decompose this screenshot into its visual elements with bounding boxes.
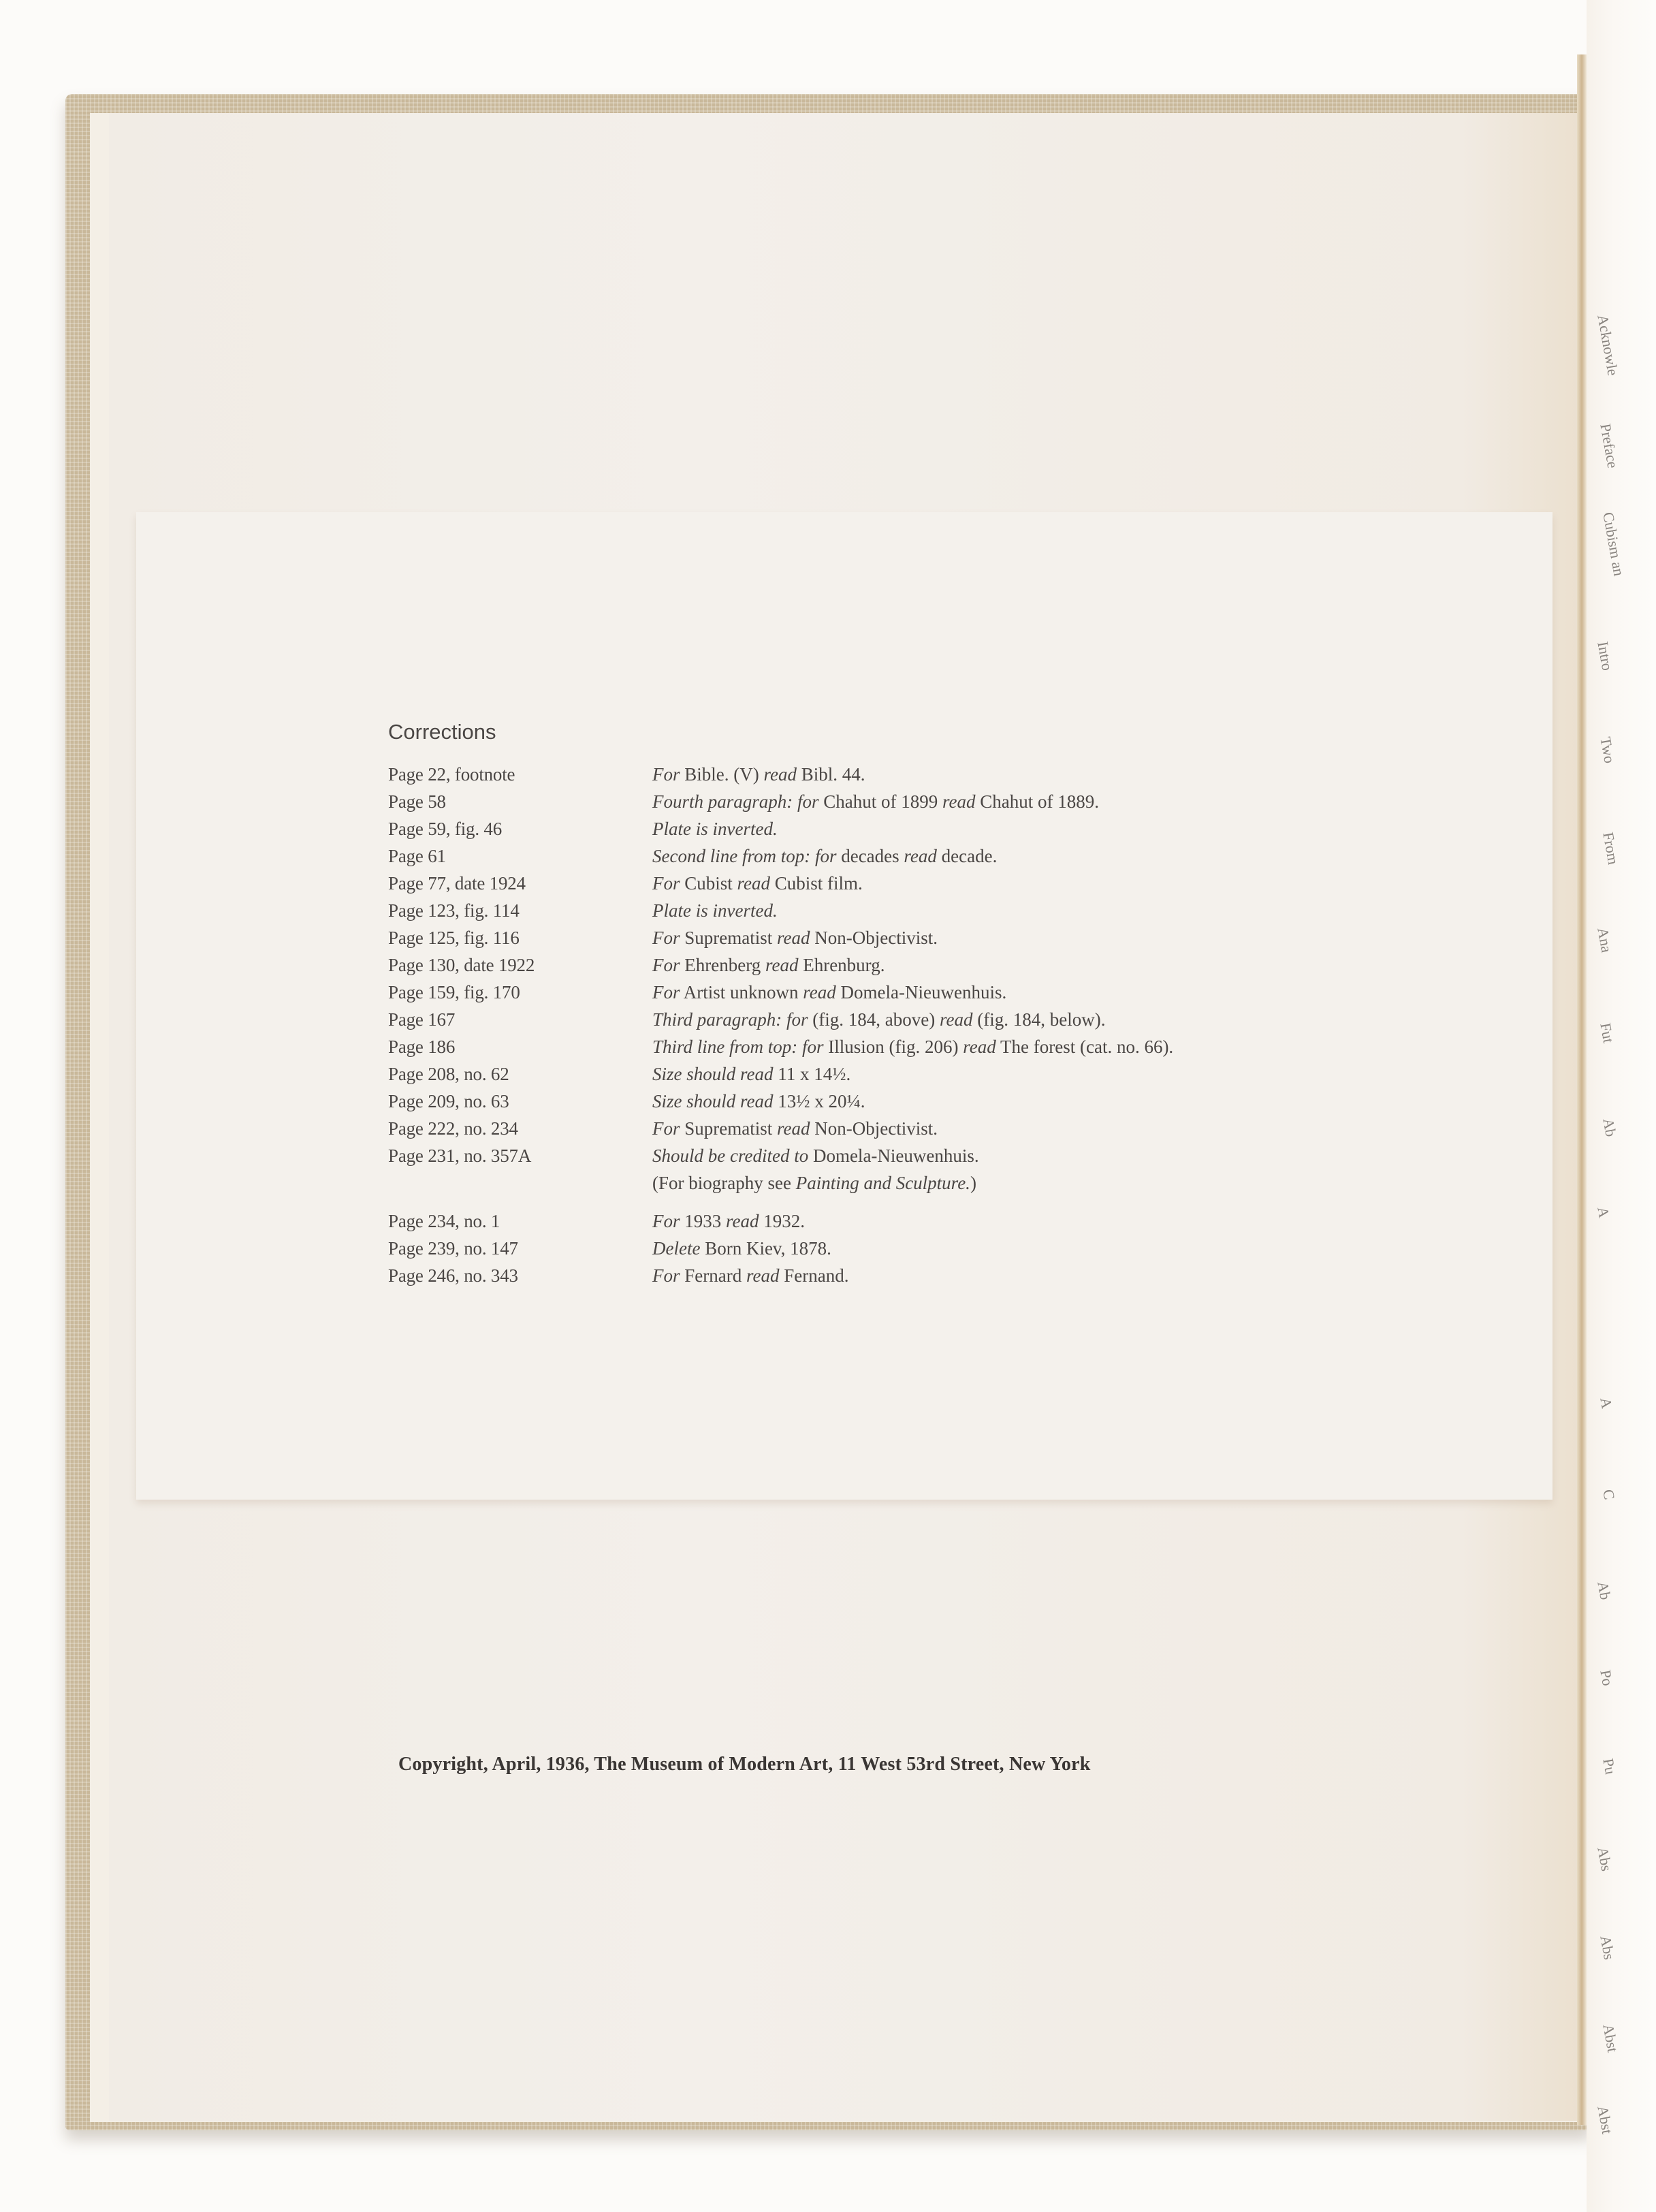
facing-contents-page [1587,0,1656,2212]
correction-text: For Ehrenberg read Ehrenburg. [652,955,885,975]
page-reference: Page 186 [388,1037,456,1057]
page-reference: Page 123, fig. 114 [388,900,520,921]
correction-text: Delete Born Kiev, 1878. [652,1238,831,1259]
contents-entry-fragment: Intro [1594,640,1617,672]
contents-entry-fragment: A [1594,1205,1613,1219]
page-reference: Page 159, fig. 170 [388,982,520,1002]
page-reference: Page 130, date 1922 [388,955,535,975]
page-reference: Page 125, fig. 116 [388,928,520,948]
page-reference: Page 58 [388,791,446,812]
page-reference: Page 61 [388,846,446,866]
copyright-line: Copyright, April, 1936, The Museum of Modern Art, 11 West 53rd Street, New York [398,1754,1091,1775]
correction-text: Second line from top: for decades read decade. [652,846,998,866]
page-reference: Page 167 [388,1009,456,1030]
page-reference: Page 59, fig. 46 [388,819,503,839]
contents-entry-fragment: Ab [1594,1580,1614,1601]
contents-entry-fragment: Preface [1597,422,1622,470]
contents-entry-fragment: A [1597,1396,1616,1410]
book-gutter [1577,54,1587,2125]
correction-text: Third paragraph: for (fig. 184, above) read (fig. 184, below). [652,1009,1106,1030]
contents-entry-fragment: Ab [1599,1117,1620,1138]
contents-entry-fragment: From [1599,831,1623,866]
correction-text: Plate is inverted. [652,819,778,839]
correction-text: Size should read 13½ x 20¼. [652,1091,865,1111]
page-reference: Page 231, no. 357A [388,1146,532,1166]
page-reference: Page 209, no. 63 [388,1091,509,1111]
contents-entry-fragment: Abst [1599,2023,1622,2054]
contents-entry-fragment: Po [1597,1669,1617,1688]
correction-text: Size should read 11 x 14½. [652,1064,851,1084]
correction-text: For 1933 read 1932. [652,1211,805,1231]
contents-entry-fragment: Abs [1597,1934,1619,1961]
page-reference: Page 208, no. 62 [388,1064,509,1084]
corrections-slip [136,512,1552,1500]
contents-entry-fragment: Abst [1594,2104,1617,2136]
correction-text: For Fernard read Fernand. [652,1265,849,1286]
page-reference: Page 239, no. 147 [388,1238,518,1259]
contents-entry-fragment: Fut [1597,1022,1618,1045]
contents-entry-fragment: Two [1597,736,1619,765]
correction-text: Plate is inverted. [652,900,778,921]
correction-text: (For biography see Painting and Sculpture.) [652,1173,976,1193]
contents-entry-fragment: C [1599,1488,1619,1501]
page-reference: Page 246, no. 343 [388,1265,518,1286]
page-reference: Page 77, date 1924 [388,873,526,894]
contents-entry-fragment: Cubism an [1599,511,1628,578]
correction-text: For Artist unknown read Domela-Nieuwenhuis. [652,982,1007,1002]
correction-text: Should be credited to Domela-Nieuwenhuis. [652,1146,979,1166]
page-reference: Page 234, no. 1 [388,1211,500,1231]
page-reference: Page 222, no. 234 [388,1118,518,1139]
correction-text: Fourth paragraph: for Chahut of 1899 read Chahut of 1889. [652,791,1100,812]
correction-text: Third line from top: for Illusion (fig. 206) read The forest (cat. no. 66). [652,1037,1174,1057]
contents-entry-fragment: Acknowle [1594,313,1622,377]
correction-text: For Suprematist read Non-Objectivist. [652,928,938,948]
contents-entry-fragment: Abs [1594,1846,1616,1873]
corrections-title: Corrections [388,720,496,744]
contents-entry-fragment: Ana [1594,926,1616,954]
correction-text: For Suprematist read Non-Objectivist. [652,1118,938,1139]
correction-text: For Cubist read Cubist film. [652,873,863,894]
correction-text: For Bible. (V) read Bibl. 44. [652,764,865,785]
page-reference: Page 22, footnote [388,764,515,785]
contents-entry-fragment: Pu [1599,1757,1620,1776]
